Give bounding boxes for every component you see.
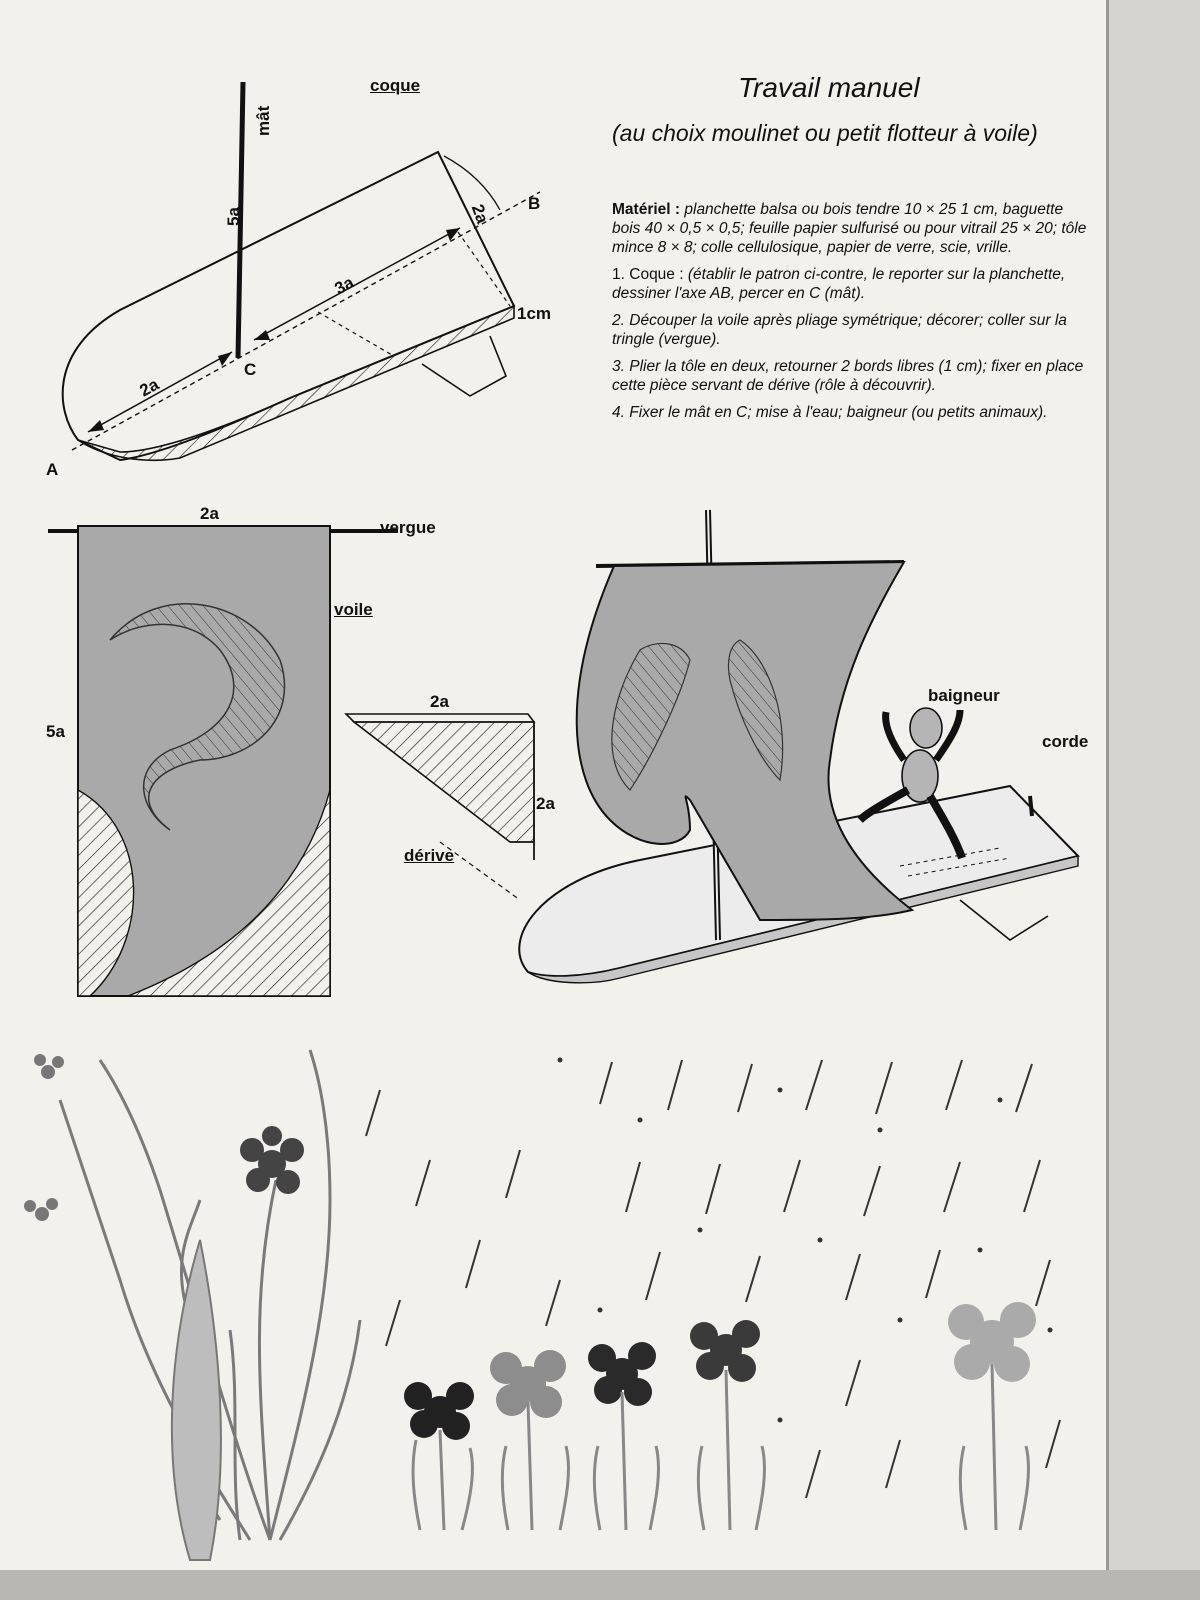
keel-label-2a-top: 2a	[430, 692, 449, 711]
hull-label-a: A	[46, 460, 59, 479]
bottom-edge	[0, 1570, 1200, 1600]
page-edge	[1106, 0, 1200, 1600]
step-number: 3.	[612, 358, 625, 375]
hull-label-1cm: 1cm	[517, 304, 552, 323]
hull-label-mat: mât	[254, 105, 273, 136]
step-number: 2.	[612, 312, 625, 329]
materials-label: Matériel :	[612, 201, 681, 218]
boat-label-corde: corde	[1042, 732, 1089, 751]
keel-label-2a-side: 2a	[536, 794, 555, 813]
hull-label-3a: 3a	[331, 272, 358, 299]
boat-label-baigneur: baigneur	[928, 686, 1000, 705]
keel-label-derive: dérive	[404, 846, 455, 865]
hull-label-b: B	[528, 194, 541, 213]
step-label: Coque :	[629, 266, 684, 283]
step-number: 4.	[612, 404, 625, 421]
materials-text: planchette balsa ou bois tendre 10 × 25 1 cm, baguette bois 40 × 0,5 × 0,5; feuille papier sulfurisé ou pour vitrail 25 × 20; tôle mince 8 × 8; colle cellulosique, papier de verre, scie, vrille.	[612, 201, 1087, 256]
plant-leaf	[172, 1240, 221, 1560]
step-text: (établir le patron ci-contre, le reporter sur la planchette, dessiner l'axe AB, percer en C (mât).	[612, 266, 1066, 302]
flower-row	[404, 1302, 1036, 1440]
sail-label-vergue: vergue	[380, 518, 436, 537]
step-text: Fixer le mât en C; mise à l'eau; baigneur (ou petits animaux).	[629, 404, 1048, 421]
sail-label-voile: voile	[334, 600, 373, 619]
page-subtitle: (au choix moulinet ou petit flotteur à voile)	[612, 120, 1038, 146]
hull-label-5a: 5a	[224, 207, 243, 226]
sail-label-2a: 2a	[200, 504, 219, 523]
sail-label-5a: 5a	[46, 722, 65, 741]
dark-flower	[240, 1126, 304, 1194]
rain-strokes	[366, 1060, 1060, 1498]
step-text: Découper la voile après pliage symétrique; décorer; coller sur la tringle (vergue).	[612, 312, 1067, 348]
page-title: Travail manuel	[738, 72, 920, 103]
step-number: 1.	[612, 266, 625, 283]
hull-label-c: C	[244, 360, 257, 379]
hull-label-coque: coque	[370, 76, 421, 95]
hull-label-2a-left: 2a	[136, 374, 163, 401]
hull-label-2a-top: 2a	[467, 201, 493, 226]
step-text: Plier la tôle en deux, retourner 2 bords libres (1 cm); fixer en place cette pièce servant de dérive (rôle à découvrir).	[612, 358, 1084, 394]
small-flower	[24, 1054, 64, 1221]
